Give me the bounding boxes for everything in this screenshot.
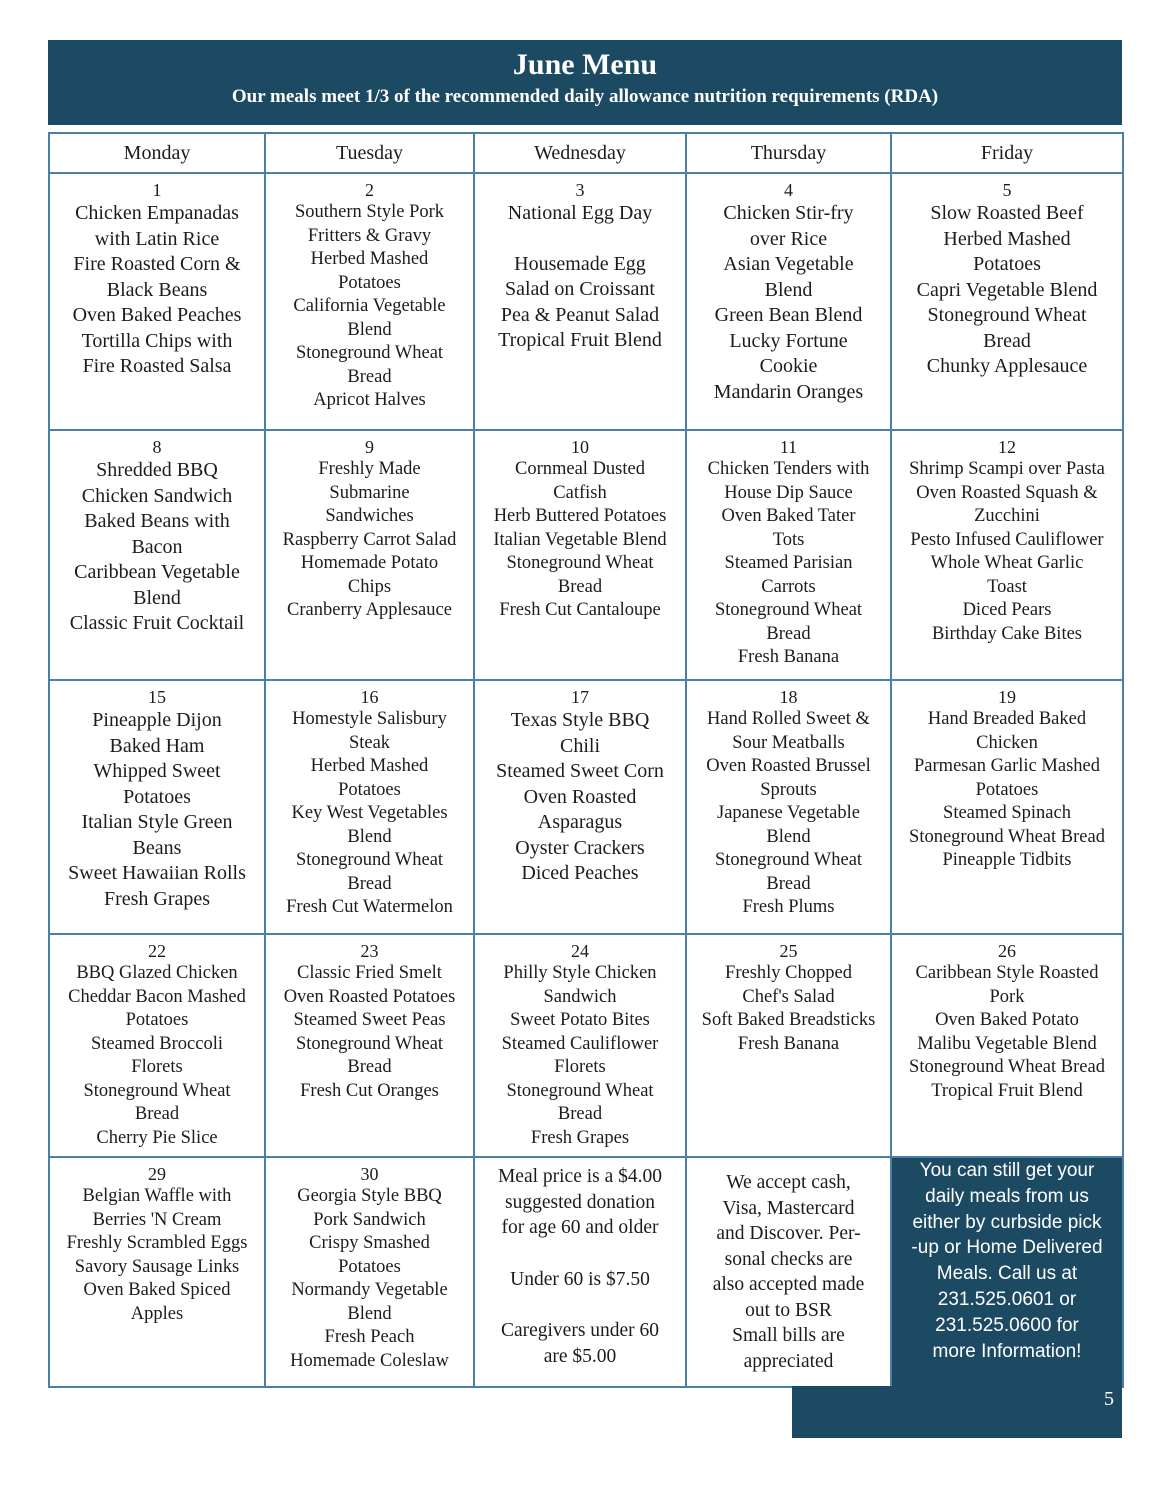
menu-item: Cookie [759, 355, 818, 377]
day-number: 9 [365, 437, 374, 457]
weekday-header: Friday [891, 133, 1123, 173]
menu-item: Florets [554, 1057, 606, 1077]
menu-item: Stoneground Wheat Bread [909, 1057, 1105, 1077]
menu-item: Fresh Cut Watermelon [286, 897, 453, 917]
menu-item: Florets [131, 1057, 183, 1077]
menu-item: Savory Sausage Links [74, 1256, 240, 1277]
menu-item: Sandwich [543, 986, 617, 1007]
menu-item: Oven Roasted [523, 785, 637, 808]
price-text: Meal price is a $4.00 [497, 1166, 663, 1187]
menu-item: Stoneground Wheat [714, 600, 863, 620]
price-text: are $5.00 [543, 1345, 617, 1367]
menu-item: Fresh Peach [324, 1327, 415, 1347]
menu-item: Fresh Grapes [103, 887, 211, 910]
menu-item: Soft Baked Breadsticks [701, 1010, 876, 1030]
menu-item: Caribbean Style Roasted [915, 963, 1099, 983]
day-number: 1 [152, 180, 162, 200]
menu-item: Bacon [131, 535, 183, 558]
menu-item: Potatoes [338, 272, 401, 293]
menu-item: Lucky Fortune [729, 329, 848, 352]
menu-item: Baked Ham [109, 734, 205, 757]
menu-item: Apricot Halves [313, 390, 426, 410]
menu-item: Oven Baked Tater [721, 506, 856, 526]
menu-item: Submarine [329, 482, 410, 503]
menu-item: Fresh Cut Cantaloupe [499, 600, 661, 620]
menu-header [48, 40, 1122, 125]
menu-item: Oven Roasted Brussel [706, 756, 871, 776]
menu-item: Parmesan Garlic Mashed [914, 756, 1100, 776]
notice-text: 231.525.0600 for [935, 1314, 1079, 1336]
notice-text: -up or Home Delivered [911, 1237, 1103, 1259]
menu-item: Green Bean Blend [714, 304, 863, 326]
menu-item: Malibu Vegetable Blend [917, 1033, 1097, 1054]
menu-item: Whole Wheat Garlic [930, 553, 1084, 573]
week-row [49, 934, 1123, 1157]
menu-item: Key West Vegetables [291, 803, 448, 823]
menu-item: Classic Fried Smelt [297, 963, 442, 983]
menu-item: Tropical Fruit Blend [931, 1080, 1083, 1101]
menu-item: Tots [772, 529, 805, 550]
day-number: 24 [571, 941, 589, 961]
day-number: 5 [1002, 180, 1012, 200]
notice-text: 231.525.0601 or [937, 1288, 1077, 1310]
payment-text: appreciated [743, 1350, 834, 1372]
menu-item: Italian Vegetable Blend [493, 529, 667, 550]
menu-item: Blend [766, 826, 811, 847]
page-title: June Menu [512, 48, 658, 81]
menu-item: Pork [989, 986, 1025, 1007]
payment-text: Small bills are [732, 1325, 845, 1346]
menu-item: Potatoes [123, 785, 191, 808]
payment-text: sonal checks are [724, 1248, 853, 1270]
footer-bar [792, 1386, 1122, 1438]
menu-item: Shrimp Scampi over Pasta [909, 459, 1105, 479]
menu-item: Freshly Chopped [725, 963, 852, 983]
menu-item: Bread [347, 366, 392, 387]
menu-item: Stoneground Wheat Bread [909, 826, 1105, 847]
menu-item: Stoneground Wheat [295, 850, 444, 870]
page-number: 5 [1104, 1388, 1114, 1410]
day-number: 26 [998, 941, 1016, 961]
menu-item: National Egg Day [507, 202, 653, 224]
day-cell [474, 430, 686, 680]
menu-item: Potatoes [338, 1256, 401, 1277]
weekday-header: Monday [49, 133, 265, 173]
day-cell [265, 680, 474, 934]
menu-item: Potatoes [338, 779, 401, 800]
weekday-header-row [49, 133, 1123, 173]
day-number: 29 [148, 1164, 166, 1184]
menu-item: Birthday Cake Bites [931, 623, 1083, 644]
price-text: Caregivers under 60 [500, 1320, 660, 1341]
menu-item: Steamed Sweet Peas [293, 1010, 446, 1030]
menu-item: Homemade Potato [300, 553, 439, 573]
day-number: 3 [575, 180, 585, 200]
delivery-notice [891, 1157, 1123, 1387]
menu-item: California Vegetable [293, 296, 446, 316]
day-cell [891, 430, 1123, 680]
menu-item: Oven Baked Potato [935, 1010, 1079, 1030]
menu-item: Herbed Mashed [310, 249, 429, 269]
day-cell [265, 1157, 474, 1387]
menu-item: Chicken Stir-fry [723, 202, 854, 224]
menu-item: Bread [134, 1104, 180, 1124]
day-cell [49, 430, 265, 680]
menu-item: Tortilla Chips with [81, 329, 233, 352]
menu-item: Pineapple Dijon [92, 709, 222, 731]
week-row [49, 430, 1123, 680]
menu-item: Steamed Broccoli [90, 1033, 224, 1054]
menu-item: Blend [764, 278, 813, 301]
menu-item: Carrots [761, 576, 816, 597]
day-cell [265, 430, 474, 680]
menu-item: Classic Fruit Cocktail [69, 612, 245, 634]
payment-text: out to BSR [745, 1299, 832, 1321]
menu-item: Chicken Empanadas [75, 202, 239, 224]
day-cell [49, 680, 265, 934]
payment-info-cell [686, 1157, 891, 1387]
menu-item: Pesto Infused Cauliflower [910, 529, 1104, 550]
day-number: 23 [360, 941, 379, 961]
menu-item: Bread [557, 1104, 603, 1124]
day-cell [49, 173, 265, 430]
menu-item: Bread [347, 1057, 392, 1077]
menu-item: Stoneground Wheat [506, 1080, 654, 1101]
menu-item: Southern Style Pork [294, 202, 445, 222]
menu-item: with Latin Rice [94, 227, 220, 250]
page-subtitle: Our meals meet 1/3 of the recommended daily allowance nutrition requirements (RDA) [231, 86, 939, 107]
payment-text: and Discover. Per- [716, 1223, 861, 1244]
menu-item: Shredded BBQ [96, 459, 218, 481]
menu-item: Stoneground Wheat [295, 343, 444, 363]
day-number: 15 [148, 687, 166, 707]
menu-item: Capri Vegetable Blend [916, 278, 1098, 301]
menu-item: Pea & Peanut Salad [500, 303, 660, 326]
menu-item: Stoneground Wheat [714, 850, 863, 870]
menu-item: Fresh Plums [742, 897, 835, 917]
weekday-header: Tuesday [265, 133, 474, 173]
day-cell [891, 173, 1123, 430]
day-cell [686, 430, 891, 680]
menu-item: Oven Baked Spiced [83, 1280, 231, 1300]
menu-item: Steak [348, 732, 391, 753]
menu-item: BBQ Glazed Chicken [76, 963, 238, 983]
menu-item: Diced Pears [962, 600, 1052, 620]
menu-item: Tropical Fruit Blend [498, 329, 662, 351]
menu-item: Whipped Sweet [93, 760, 221, 782]
menu-item: Housemade Egg [514, 252, 646, 275]
menu-item: Zucchini [974, 506, 1040, 526]
day-number: 22 [148, 941, 166, 961]
menu-item: Cherry Pie Slice [96, 1127, 218, 1148]
menu-item: Texas Style BBQ [510, 709, 650, 731]
menu-item: Steamed Sweet Corn [496, 760, 664, 782]
day-number: 18 [779, 687, 798, 707]
menu-item: Chicken Sandwich [81, 484, 233, 507]
menu-item: Catfish [553, 482, 607, 503]
menu-item: Oven Roasted Squash & [916, 482, 1098, 503]
week-row [49, 680, 1123, 934]
menu-item: Normandy Vegetable [291, 1280, 448, 1300]
menu-items [269, 1185, 470, 1373]
notice-text: either by curbside pick [912, 1211, 1102, 1233]
day-number: 11 [779, 437, 798, 457]
menu-calendar [48, 132, 1124, 1388]
menu-item: Fritters & Gravy [307, 225, 432, 246]
menu-item: Chips [347, 576, 392, 597]
menu-item: Fire Roasted Salsa [82, 355, 232, 377]
day-cell [474, 173, 686, 430]
menu-item: Slow Roasted Beef [930, 202, 1084, 224]
day-cell [265, 934, 474, 1157]
menu-item: Asparagus [537, 811, 623, 833]
menu-item: Apples [130, 1303, 184, 1324]
day-cell [474, 934, 686, 1157]
week-row-final [49, 1157, 1123, 1387]
menu-item: Herb Buttered Potatoes [493, 506, 667, 526]
menu-item: Sweet Hawaiian Rolls [68, 862, 246, 884]
menu-item: Sprouts [760, 779, 817, 800]
menu-item: Sandwiches [325, 506, 414, 526]
menu-item: Caribbean Vegetable [74, 561, 240, 583]
menu-item: Bread [983, 329, 1031, 352]
menu-item: Asian Vegetable [723, 253, 854, 275]
menu-item: Italian Style Green [81, 811, 233, 833]
payment-text: Visa, Mastercard [722, 1197, 855, 1219]
menu-item: Fire Roasted Corn & [73, 253, 241, 275]
menu-item: Blend [347, 319, 392, 340]
menu-item: Bread [557, 576, 603, 597]
menu-item: Black Beans [106, 278, 208, 301]
menu-item: Crispy Smashed [309, 1233, 430, 1253]
payment-text: We accept cash, [726, 1172, 851, 1193]
day-number: 16 [360, 687, 379, 707]
menu-item: Stoneground Wheat [295, 1033, 444, 1054]
day-cell [891, 934, 1123, 1157]
menu-item: Hand Rolled Sweet & [707, 709, 870, 729]
menu-item: Chef's Salad [742, 986, 835, 1007]
menu-item: Stoneground Wheat [506, 553, 654, 573]
menu-item: Baked Beans with [84, 510, 230, 532]
price-info-cell [474, 1157, 686, 1387]
menu-item: Steamed Parisian [724, 553, 853, 573]
day-cell [265, 173, 474, 430]
menu-item: Homestyle Salisbury [292, 709, 447, 729]
menu-item: Steamed Spinach [943, 803, 1071, 823]
menu-item: Bread [347, 873, 392, 894]
payment-text: also accepted made [712, 1274, 865, 1295]
menu-item: over Rice [749, 227, 828, 250]
menu-item: Oven Roasted Potatoes [283, 986, 456, 1007]
menu-item: Hand Breaded Baked [927, 709, 1087, 729]
menu-item: Stoneground Wheat [83, 1080, 231, 1101]
day-cell [49, 934, 265, 1157]
menu-item: Fresh Grapes [530, 1127, 630, 1148]
day-number: 30 [360, 1164, 379, 1184]
menu-item: Cornmeal Dusted [515, 459, 645, 479]
day-cell [891, 680, 1123, 934]
menu-item: Fresh Banana [737, 1033, 840, 1054]
menu-item: Philly Style Chicken [503, 963, 657, 983]
menu-item: Pineapple Tidbits [942, 850, 1072, 870]
menu-item: Potatoes [975, 779, 1039, 800]
notice-text: daily meals from us [925, 1185, 1089, 1207]
menu-item: Chicken [976, 732, 1038, 753]
menu-items [53, 1185, 261, 1326]
menu-item: Oyster Crackers [515, 836, 645, 859]
spacer [478, 227, 682, 252]
menu-item: Blend [347, 826, 392, 847]
menu-item: Steamed Cauliflower [501, 1033, 659, 1054]
menu-item: Fresh Banana [737, 647, 840, 667]
menu-item: Bread [766, 873, 811, 894]
day-cell [49, 1157, 265, 1387]
menu-item: Mandarin Oranges [713, 380, 864, 403]
notice-text: You can still get your [919, 1160, 1095, 1181]
menu-item: Beans [132, 836, 182, 859]
day-number: 10 [571, 437, 589, 457]
week-row [49, 173, 1123, 430]
menu-item: Salad on Croissant [505, 278, 655, 300]
menu-item: Chicken Tenders with [707, 459, 870, 479]
menu-item: Stoneground Wheat [927, 304, 1087, 326]
price-text: suggested donation [504, 1191, 656, 1213]
notice-text: Meals. Call us at [936, 1263, 1078, 1285]
menu-item: Potatoes [973, 253, 1041, 275]
menu-item: Pork Sandwich [313, 1209, 426, 1230]
menu-item: Sour Meatballs [732, 732, 845, 753]
menu-item: Freshly Made [318, 459, 421, 479]
menu-item: Freshly Scrambled Eggs [66, 1233, 248, 1253]
price-text: Under 60 is $7.50 [510, 1268, 650, 1290]
menu-item: Bread [766, 623, 811, 644]
menu-item: Raspberry Carrot Salad [282, 529, 457, 550]
day-number: 12 [998, 437, 1016, 457]
menu-item: Herbed Mashed [943, 227, 1071, 250]
day-number: 25 [779, 941, 798, 961]
day-number: 8 [152, 437, 162, 457]
menu-item: Fresh Cut Oranges [300, 1080, 439, 1101]
day-number: 2 [365, 180, 374, 200]
menu-item: Belgian Waffle with [82, 1186, 232, 1206]
menu-item: Sweet Potato Bites [510, 1010, 650, 1030]
day-cell [686, 934, 891, 1157]
menu-item: Cranberry Applesauce [287, 600, 452, 620]
menu-item: Potatoes [125, 1010, 189, 1030]
menu-item: Chunky Applesauce [926, 355, 1088, 377]
day-cell [686, 173, 891, 430]
menu-item: Japanese Vegetable [717, 803, 860, 823]
day-cell [686, 680, 891, 934]
menu-item: Oven Baked Peaches [72, 304, 242, 326]
menu-item: Berries 'N Cream [92, 1209, 222, 1230]
notice-text: more Information! [932, 1340, 1082, 1362]
menu-item: Cheddar Bacon Mashed [68, 986, 246, 1007]
menu-item: Herbed Mashed [310, 756, 429, 776]
menu-item: Georgia Style BBQ [297, 1186, 442, 1206]
day-number: 19 [998, 687, 1016, 707]
day-cell [474, 680, 686, 934]
price-text: for age 60 and older [501, 1217, 659, 1238]
menu-item: House Dip Sauce [724, 482, 853, 503]
menu-item: Chili [559, 734, 600, 757]
weekday-header: Thursday [686, 133, 891, 173]
menu-item: Toast [987, 576, 1027, 597]
menu-item: Blend [347, 1303, 392, 1324]
menu-item: Blend [133, 586, 181, 609]
day-number: 4 [784, 180, 793, 200]
menu-item: Diced Peaches [521, 862, 639, 884]
menu-item: Homemade Coleslaw [290, 1350, 449, 1371]
day-number: 17 [571, 687, 589, 707]
weekday-header: Wednesday [474, 133, 686, 173]
